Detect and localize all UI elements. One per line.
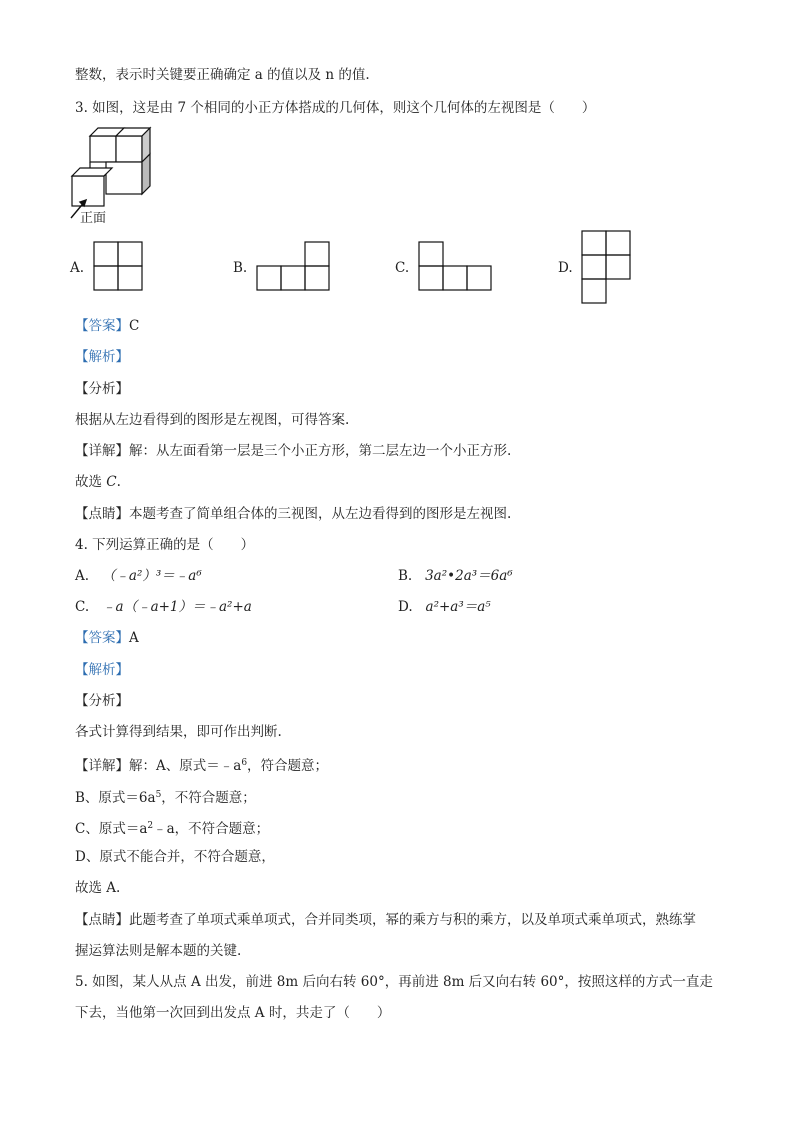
- q3-answer: [75, 316, 139, 336]
- cube-figure: [68, 124, 168, 224]
- option-d-figure: [581, 230, 633, 306]
- q4-xiangjie: [75, 753, 328, 776]
- q4-dianjing: [75, 910, 696, 930]
- answer-tag: 【答案】: [75, 630, 129, 646]
- answer-value: C: [129, 318, 140, 334]
- dianjing-text: 此题考查了单项式乘单项式，合并同类项，幂的乘方与积的乘方，以及单项式乘单项式，熟练掌: [129, 912, 696, 928]
- xiangjie-tag: 【详解】: [75, 758, 129, 774]
- intro-text: 整数，表示时关键要正确确定 a 的值以及 n 的值.: [75, 67, 370, 83]
- option-b-label: B.: [233, 260, 248, 276]
- q4-dianjing-cont: 握运算法则是解本题的关键.: [75, 943, 242, 959]
- q3-jiexi-tag: 【解析】: [75, 349, 129, 365]
- sup: 6: [241, 758, 248, 768]
- answer-value: A: [129, 630, 139, 646]
- question-5-line2: 下去，当他第一次回到出发点 A 时，共走了（ ）: [75, 1005, 391, 1021]
- q4-option-a: [75, 566, 202, 586]
- dianjing-tag: 【点睛】: [75, 912, 129, 928]
- q4-fenxi-text: 各式计算得到结果，即可作出判断.: [75, 724, 282, 740]
- q4-fenxi-tag: 【分析】: [75, 693, 129, 709]
- b-tail: ，不符合题意；: [161, 790, 256, 806]
- question-4-stem: 4. 下列运算正确的是（ ）: [75, 537, 255, 553]
- answer-tag: 【答案】: [75, 318, 129, 334]
- xiangjie-a: 解：A、原式＝﹣a: [129, 758, 242, 774]
- q4-b-line: [75, 785, 256, 808]
- q3-fenxi-tag: 【分析】: [75, 381, 129, 397]
- option-d-label: D.: [558, 260, 573, 276]
- q4-option-d-expr: a²+a³＝a⁵: [425, 599, 491, 615]
- question-5-line1: 5. 如图，某人从点 A 出发，前进 8m 后向右转 60°，再前进 8m 后又向右转 60°，按照这样的方式一直走: [75, 974, 713, 990]
- xiangjie-a-tail: ，符合题意；: [247, 758, 329, 774]
- sup: 5: [155, 790, 162, 800]
- q4-option-d: [398, 597, 491, 617]
- xiangjie-tag: 【详解】: [75, 443, 129, 459]
- q3-xiangjie: [75, 441, 511, 461]
- q4-option-d-label: D.: [398, 599, 413, 615]
- b-text: B、原式＝6a: [75, 790, 156, 806]
- q4-option-a-label: A.: [75, 568, 90, 584]
- choose-value: C: [106, 474, 117, 490]
- sup: 2: [147, 821, 154, 831]
- option-a-figure: [94, 242, 144, 292]
- xiangjie-text: 解：从左面看第一层是三个小正方形，第二层左边一个小正方形.: [129, 443, 512, 459]
- q3-dianjing: [75, 504, 511, 524]
- option-c-label: C.: [395, 260, 410, 276]
- dianjing-tag: 【点睛】: [75, 506, 129, 522]
- q4-option-b-label: B.: [398, 568, 413, 584]
- choose-prefix: 故选: [75, 474, 107, 490]
- q4-answer: [75, 628, 139, 648]
- q3-fenxi-text: 根据从左边看得到的图形是左视图，可得答案.: [75, 412, 350, 428]
- option-a-label: A.: [70, 260, 85, 276]
- q4-option-a-expr: （﹣a²）³＝﹣a⁶: [101, 568, 202, 584]
- c-tail: ﹣a，不符合题意；: [153, 821, 270, 837]
- q4-option-b-expr: 3a²•2a³＝6a⁶: [425, 568, 513, 584]
- option-b-figure: [256, 242, 332, 292]
- q4-option-b: [398, 566, 513, 586]
- q4-option-c: [75, 597, 252, 617]
- q4-d-line: D、原式不能合并，不符合题意，: [75, 849, 275, 865]
- q4-option-c-label: C.: [75, 599, 90, 615]
- q4-c-line: [75, 816, 269, 839]
- q4-jiexi-tag: 【解析】: [75, 662, 129, 678]
- question-3-stem: 3. 如图，这是由 7 个相同的小正方体搭成的几何体，则这个几何体的左视图是（ ）: [75, 100, 596, 116]
- c-text: C、原式＝a: [75, 821, 148, 837]
- option-c-figure: [418, 242, 494, 292]
- q4-choose: 故选 A.: [75, 880, 121, 896]
- cube-drawing: [72, 128, 150, 206]
- q4-option-c-expr: ﹣a（﹣a+1）＝﹣a²+a: [102, 599, 252, 615]
- front-label: 正面: [80, 211, 107, 226]
- q3-choose: 故选 C.: [75, 474, 121, 490]
- dianjing-text: 本题考查了简单组合体的三视图，从左边看得到的图形是左视图.: [129, 506, 512, 522]
